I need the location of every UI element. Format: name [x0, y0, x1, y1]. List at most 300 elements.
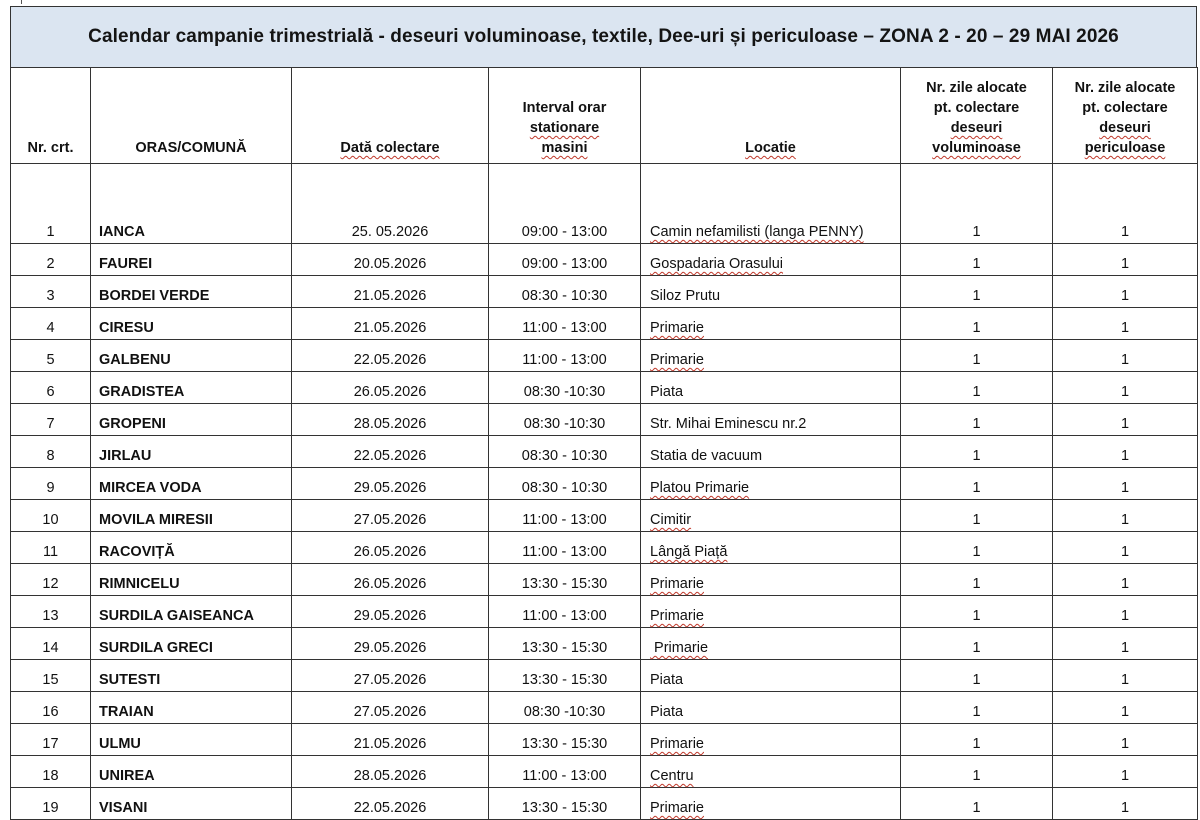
cell-per [1053, 500, 1198, 532]
cell-data-text: 28.05.2026 [353, 768, 427, 784]
cell-locatie [641, 404, 901, 436]
cell-per [1053, 340, 1198, 372]
cell-data [292, 244, 489, 276]
cell-locatie [641, 564, 901, 596]
cell-nr-text: 3 [46, 288, 55, 304]
cell-vol-text: 1 [972, 288, 981, 304]
cell-interval [489, 436, 641, 468]
cell-locatie-text: Platou Primarie [650, 480, 750, 496]
cell-data [292, 788, 489, 820]
table-row [11, 532, 1198, 564]
table-row [11, 340, 1198, 372]
cell-oras-text: SURDILA GAISEANCA [99, 608, 254, 624]
table-row [11, 468, 1198, 500]
cell-interval [489, 724, 641, 756]
cell-data-text: 27.05.2026 [353, 512, 427, 528]
cell-data-text: 22.05.2026 [353, 352, 427, 368]
table-title [10, 6, 1197, 67]
cell-data [292, 500, 489, 532]
cell-interval-text: 11:00 - 13:00 [522, 544, 607, 560]
cell-oras [91, 468, 292, 500]
cell-vol [901, 564, 1053, 596]
cell-vol-text: 1 [972, 320, 981, 336]
cell-per-text: 1 [1120, 640, 1130, 656]
cell-vol [901, 308, 1053, 340]
cell-oras [91, 532, 292, 564]
cell-locatie-text: Lângă Piață [650, 544, 728, 560]
cell-nr-text: 14 [42, 640, 59, 656]
cell-data [292, 308, 489, 340]
header-zile-voluminoase: Nr. zile alocate pt. colectare deseuri voluminoase [901, 68, 1053, 164]
cell-oras-text: GALBENU [99, 352, 171, 368]
cell-nr-text: 8 [46, 448, 55, 464]
cell-per [1053, 660, 1198, 692]
cell-nr [11, 756, 91, 788]
cell-nr-text: 10 [42, 512, 59, 528]
cell-oras-text: SURDILA GRECI [99, 640, 213, 656]
cell-interval-text: 13:30 - 15:30 [521, 736, 608, 752]
cell-per [1053, 244, 1198, 276]
cell-nr-text: 2 [46, 256, 55, 272]
header-row [11, 68, 1198, 164]
header-nr: Nr. crt. [11, 68, 91, 164]
cell-oras [91, 276, 292, 308]
cell-locatie [641, 436, 901, 468]
cell-data-text: 29.05.2026 [353, 640, 427, 656]
cell-oras-text: BORDEI VERDE [99, 288, 210, 304]
cell-oras-text: JIRLAU [99, 448, 152, 464]
cell-vol-text: 1 [972, 576, 981, 592]
cell-interval-text: 11:00 - 13:00 [522, 608, 607, 624]
cell-oras-text: MIRCEA VODA [99, 480, 202, 496]
cell-nr [11, 532, 91, 564]
cell-per-text: 1 [1120, 800, 1130, 816]
cell-nr [11, 308, 91, 340]
cell-data [292, 564, 489, 596]
cell-nr [11, 164, 91, 244]
cell-data-text: 21.05.2026 [353, 320, 427, 336]
cell-locatie-text: Primarie [650, 352, 704, 368]
cell-interval [489, 244, 641, 276]
cell-oras-text: GROPENI [99, 416, 166, 432]
table-row [11, 628, 1198, 660]
cell-per [1053, 628, 1198, 660]
cell-interval [489, 788, 641, 820]
cell-vol [901, 692, 1053, 724]
cell-per-text: 1 [1120, 448, 1130, 464]
cell-locatie-text: Statia de vacuum [650, 448, 763, 464]
cell-per [1053, 276, 1198, 308]
cell-locatie-text: Piata [650, 384, 684, 400]
cell-data [292, 164, 489, 244]
cell-oras-text: RACOVIȚĂ [99, 544, 175, 560]
cell-interval-text: 11:00 - 13:00 [522, 352, 607, 368]
cell-vol-text: 1 [972, 640, 981, 656]
cell-nr [11, 628, 91, 660]
cell-oras-text: VISANI [99, 800, 148, 816]
cell-vol [901, 436, 1053, 468]
cell-nr [11, 276, 91, 308]
cell-vol [901, 164, 1053, 244]
cell-nr-text: 18 [42, 768, 59, 784]
header-data: Dată colectare [292, 68, 489, 164]
cell-oras [91, 308, 292, 340]
cell-nr [11, 596, 91, 628]
cell-data [292, 468, 489, 500]
cell-interval-text: 13:30 - 15:30 [521, 576, 608, 592]
cell-oras-text: UNIREA [99, 768, 155, 784]
cell-nr-text: 1 [46, 224, 55, 240]
cell-interval [489, 404, 641, 436]
cell-locatie [641, 468, 901, 500]
cell-oras-text: SUTESTI [99, 672, 161, 688]
cell-vol-text: 1 [972, 416, 981, 432]
cell-data [292, 692, 489, 724]
cell-oras-text: ULMU [99, 736, 141, 752]
cell-oras-text: IANCA [99, 224, 145, 240]
cell-nr-text: 6 [46, 384, 55, 400]
cell-nr [11, 788, 91, 820]
cell-locatie [641, 532, 901, 564]
cell-nr [11, 436, 91, 468]
collection-schedule-table [10, 67, 1198, 820]
header-zile-periculoase: Nr. zile alocate pt. colectare deseuri periculoase [1053, 68, 1198, 164]
cell-nr [11, 692, 91, 724]
cell-interval [489, 308, 641, 340]
cell-locatie-text: Primarie [650, 640, 709, 656]
cell-interval [489, 532, 641, 564]
cell-locatie-text: Cimitir [650, 512, 692, 528]
cell-vol [901, 468, 1053, 500]
cell-data [292, 340, 489, 372]
cell-nr-text: 11 [42, 544, 59, 560]
cell-oras-text: GRADISTEA [99, 384, 185, 400]
cell-per [1053, 372, 1198, 404]
cell-interval [489, 372, 641, 404]
cell-data-text: 26.05.2026 [353, 384, 427, 400]
cell-interval [489, 164, 641, 244]
cell-locatie [641, 660, 901, 692]
cell-per-text: 1 [1120, 288, 1130, 304]
cell-vol-text: 1 [972, 480, 981, 496]
cell-nr-text: 15 [42, 672, 59, 688]
cell-interval [489, 500, 641, 532]
cell-interval-text: 08:30 -10:30 [523, 704, 606, 720]
cell-locatie [641, 628, 901, 660]
cell-oras [91, 436, 292, 468]
cell-nr [11, 564, 91, 596]
cell-vol [901, 404, 1053, 436]
cell-oras [91, 596, 292, 628]
table-row [11, 724, 1198, 756]
cell-data [292, 724, 489, 756]
cell-per [1053, 788, 1198, 820]
cell-data-text: 27.05.2026 [353, 704, 427, 720]
cell-interval [489, 660, 641, 692]
table-row [11, 276, 1198, 308]
cell-per-text: 1 [1120, 608, 1130, 624]
cell-per [1053, 564, 1198, 596]
cell-locatie-text: Primarie [650, 608, 704, 624]
cell-per [1053, 596, 1198, 628]
cell-locatie-text: Camin nefamilisti (langa PENNY) [650, 224, 864, 240]
cell-per [1053, 692, 1198, 724]
cell-vol [901, 244, 1053, 276]
cell-interval [489, 340, 641, 372]
cell-vol-text: 1 [972, 672, 981, 688]
cell-oras-text: TRAIAN [99, 704, 154, 720]
cell-per-text: 1 [1120, 416, 1130, 432]
table-row [11, 436, 1198, 468]
cell-interval-text: 13:30 - 15:30 [521, 672, 608, 688]
cell-vol-text: 1 [972, 224, 981, 240]
cell-per-text: 1 [1120, 224, 1130, 240]
cell-interval [489, 692, 641, 724]
cell-per-text: 1 [1120, 672, 1130, 688]
cell-locatie [641, 788, 901, 820]
schedule-sheet [10, 6, 1197, 820]
cell-data [292, 276, 489, 308]
cell-data-text: 27.05.2026 [353, 672, 427, 688]
cell-locatie [641, 596, 901, 628]
cell-per-text: 1 [1120, 352, 1130, 368]
cell-vol-text: 1 [972, 800, 981, 816]
cell-vol-text: 1 [972, 256, 981, 272]
cell-data-text: 28.05.2026 [353, 416, 427, 432]
cell-locatie-text: Primarie [650, 736, 704, 752]
cell-locatie-text: Primarie [650, 800, 704, 816]
cell-locatie [641, 372, 901, 404]
cell-locatie-text: Siloz Prutu [650, 288, 721, 304]
cell-oras [91, 340, 292, 372]
cell-per-text: 1 [1120, 736, 1130, 752]
cell-nr-text: 13 [42, 608, 59, 624]
cell-interval-text: 13:30 - 15:30 [521, 640, 608, 656]
cell-oras [91, 564, 292, 596]
cell-vol-text: 1 [972, 768, 981, 784]
table-row [11, 308, 1198, 340]
cell-nr-text: 5 [46, 352, 55, 368]
cell-oras-text: FAUREI [99, 256, 153, 272]
cell-data-text: 29.05.2026 [353, 608, 427, 624]
table-row [11, 756, 1198, 788]
cell-locatie [641, 308, 901, 340]
cell-data [292, 660, 489, 692]
cell-oras [91, 788, 292, 820]
cell-vol [901, 372, 1053, 404]
cell-oras [91, 404, 292, 436]
cell-nr-text: 7 [46, 416, 55, 432]
table-row [11, 372, 1198, 404]
cell-interval-text: 08:30 - 10:30 [521, 480, 608, 496]
cell-oras [91, 628, 292, 660]
table-row [11, 164, 1198, 244]
cell-oras [91, 660, 292, 692]
table-body [11, 164, 1198, 820]
cell-nr-text: 17 [42, 736, 59, 752]
cell-per-text: 1 [1120, 256, 1130, 272]
cell-per-text: 1 [1120, 768, 1130, 784]
table-row [11, 596, 1198, 628]
cell-vol-text: 1 [972, 384, 981, 400]
cell-oras-text: MOVILA MIRESII [99, 512, 213, 528]
cell-per-text: 1 [1120, 320, 1130, 336]
cell-data [292, 756, 489, 788]
cell-nr-text: 19 [42, 800, 59, 816]
cell-locatie [641, 244, 901, 276]
cell-nr [11, 468, 91, 500]
cell-oras [91, 692, 292, 724]
table-row [11, 564, 1198, 596]
cell-interval-text: 09:00 - 13:00 [521, 256, 608, 272]
cell-vol-text: 1 [972, 352, 981, 368]
cell-interval-text: 08:30 - 10:30 [521, 448, 608, 464]
cell-vol-text: 1 [972, 544, 981, 560]
cell-per [1053, 404, 1198, 436]
cell-interval [489, 468, 641, 500]
table-row [11, 500, 1198, 532]
cell-locatie [641, 340, 901, 372]
cell-interval-text: 11:00 - 13:00 [522, 512, 607, 528]
cell-nr [11, 724, 91, 756]
cell-locatie-text: Piata [650, 672, 684, 688]
cell-vol [901, 532, 1053, 564]
cell-nr [11, 372, 91, 404]
cell-oras-text: CIRESU [99, 320, 154, 336]
cell-nr-text: 4 [46, 320, 55, 336]
cell-per [1053, 532, 1198, 564]
cell-locatie [641, 692, 901, 724]
cell-locatie-text: Gospadaria Orasului [650, 256, 783, 272]
cell-data [292, 372, 489, 404]
cell-locatie-text: Primarie [650, 576, 704, 592]
cell-per [1053, 308, 1198, 340]
cell-per [1053, 468, 1198, 500]
cell-vol [901, 340, 1053, 372]
cell-nr-text: 9 [46, 480, 55, 496]
cell-locatie-text: Centru [650, 768, 694, 784]
table-row [11, 788, 1198, 820]
table-row [11, 660, 1198, 692]
table-row [11, 692, 1198, 724]
cell-per-text: 1 [1120, 512, 1130, 528]
cell-locatie-text: Primarie [650, 320, 704, 336]
cell-data-text: 26.05.2026 [353, 576, 427, 592]
cell-per-text: 1 [1120, 384, 1130, 400]
cell-vol [901, 660, 1053, 692]
cell-data-text: 21.05.2026 [353, 288, 427, 304]
cell-interval-text: 11:00 - 13:00 [522, 768, 607, 784]
cell-nr [11, 340, 91, 372]
cell-per [1053, 164, 1198, 244]
cell-data [292, 404, 489, 436]
cell-interval-text: 08:30 -10:30 [523, 384, 606, 400]
cell-locatie-text: Piata [650, 704, 684, 720]
cell-oras [91, 164, 292, 244]
cell-locatie [641, 500, 901, 532]
header-oras: ORAS/COMUNĂ [91, 68, 292, 164]
cell-interval-text: 08:30 -10:30 [523, 416, 606, 432]
cell-vol-text: 1 [972, 448, 981, 464]
cell-data-text: 22.05.2026 [353, 800, 427, 816]
header-locatie: Locatie [641, 68, 901, 164]
cell-per-text: 1 [1120, 576, 1130, 592]
cell-nr [11, 660, 91, 692]
cell-interval-text: 08:30 - 10:30 [521, 288, 608, 304]
cell-data-text: 26.05.2026 [353, 544, 427, 560]
cell-locatie-text: Str. Mihai Eminescu nr.2 [650, 416, 807, 432]
cell-nr-text: 16 [42, 704, 59, 720]
header-interval: Interval orar stationare masini [489, 68, 641, 164]
cell-nr [11, 500, 91, 532]
cell-per [1053, 756, 1198, 788]
cell-vol-text: 1 [972, 608, 981, 624]
cell-oras [91, 756, 292, 788]
cell-per-text: 1 [1120, 480, 1130, 496]
cell-data [292, 532, 489, 564]
cell-nr-text: 12 [42, 576, 59, 592]
cell-data-text: 25. 05.2026 [351, 224, 429, 240]
cell-interval [489, 564, 641, 596]
cell-vol-text: 1 [972, 704, 981, 720]
cell-locatie [641, 724, 901, 756]
cell-locatie [641, 276, 901, 308]
cell-nr [11, 244, 91, 276]
cell-vol [901, 500, 1053, 532]
cell-oras [91, 244, 292, 276]
cell-vol [901, 596, 1053, 628]
cell-vol-text: 1 [972, 512, 981, 528]
cell-nr [11, 404, 91, 436]
cell-data-text: 22.05.2026 [353, 448, 427, 464]
cell-vol [901, 276, 1053, 308]
cell-vol [901, 724, 1053, 756]
cell-oras [91, 372, 292, 404]
cell-per-text: 1 [1120, 704, 1130, 720]
cell-interval [489, 276, 641, 308]
cell-interval-text: 09:00 - 13:00 [521, 224, 608, 240]
cell-interval [489, 756, 641, 788]
cell-data [292, 628, 489, 660]
table-title-text: Calendar campanie trimestrială - deseuri voluminoase, textile, Dee-uri și periculoase – ZONA 2 - 20 – 29 MAI 2026 [88, 26, 1119, 47]
cell-vol [901, 628, 1053, 660]
cell-interval-text: 13:30 - 15:30 [521, 800, 608, 816]
cell-per-text: 1 [1120, 544, 1130, 560]
cell-data-text: 29.05.2026 [353, 480, 427, 496]
cell-data-text: 21.05.2026 [353, 736, 427, 752]
cell-vol [901, 756, 1053, 788]
cell-locatie [641, 756, 901, 788]
cell-oras [91, 500, 292, 532]
cell-per [1053, 724, 1198, 756]
cell-oras-text: RIMNICELU [99, 576, 180, 592]
cell-oras [91, 724, 292, 756]
table-row [11, 404, 1198, 436]
cell-interval [489, 628, 641, 660]
cell-data-text: 20.05.2026 [353, 256, 427, 272]
cell-interval [489, 596, 641, 628]
ruler-tick [21, 0, 22, 4]
cell-vol-text: 1 [972, 736, 981, 752]
cell-locatie [641, 164, 901, 244]
page-top-edge [0, 0, 1200, 3]
cell-per [1053, 436, 1198, 468]
cell-data [292, 436, 489, 468]
table-row [11, 244, 1198, 276]
cell-interval-text: 11:00 - 13:00 [522, 320, 607, 336]
cell-data [292, 596, 489, 628]
cell-vol [901, 788, 1053, 820]
